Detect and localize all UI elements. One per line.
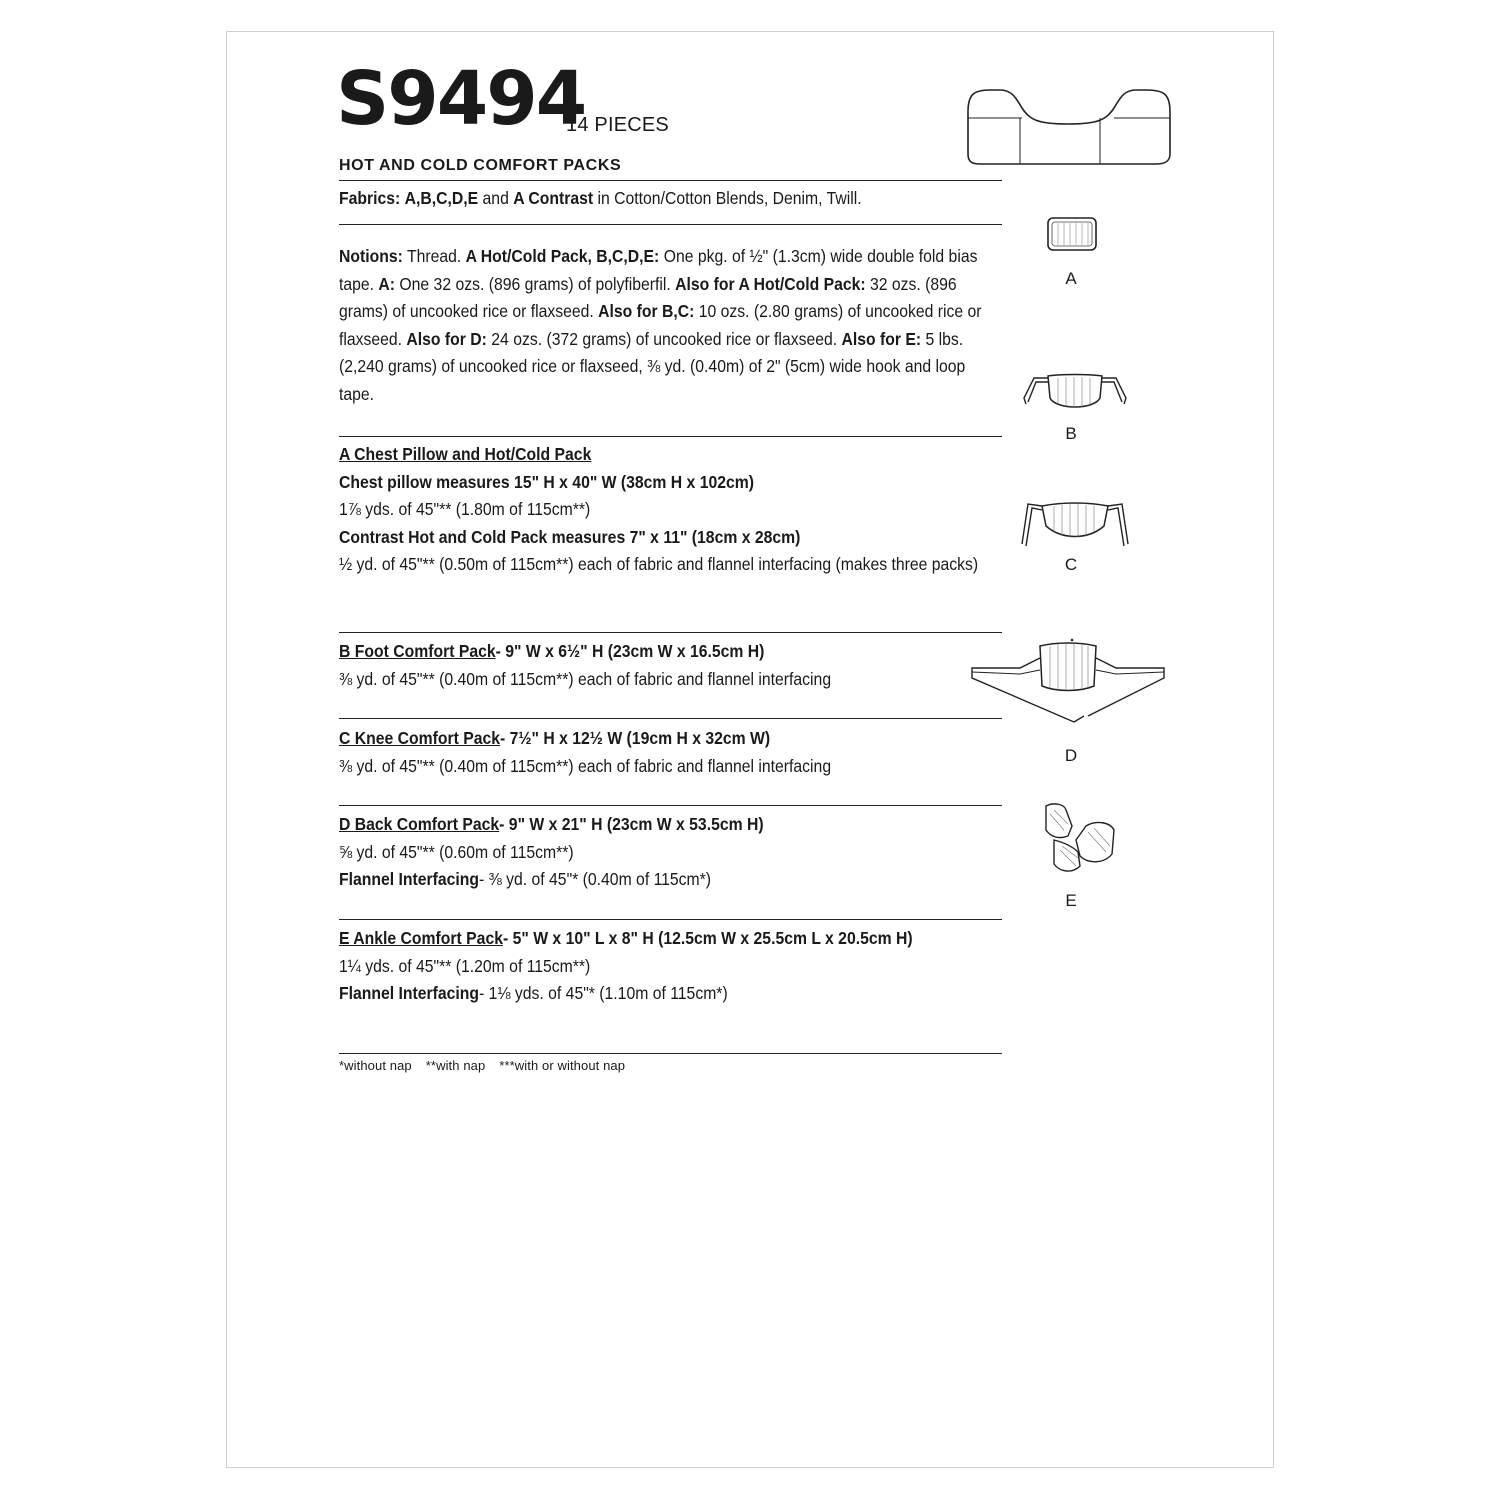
divider — [339, 180, 1002, 181]
fabrics-text: Fabrics: A,B,C,D,E and A Contrast in Cotton/Cotton Blends, Denim, Twill. — [339, 188, 862, 208]
view-b-label: B — [1065, 424, 1077, 443]
view-a-section: A Chest Pillow and Hot/Cold Pack Chest pillow measures 15" H x 40" W (38cm H x 102cm) 1⅞ yds. of 45"** (1.80m of 115cm**) Contrast Hot and Cold Pack measures 7" x 11" (18cm x 28cm) ½ yd. of 45"** (0.50m of 115cm**) each of fabric and flannel interfacing (makes three packs) — [339, 441, 1002, 579]
ankle-pack-illustration — [1032, 800, 1122, 880]
view-c-heading: C Knee Comfort Pack — [339, 728, 501, 748]
divider — [339, 718, 1002, 719]
foot-pack-illustration — [1020, 368, 1130, 418]
divider — [339, 1053, 1002, 1054]
notions-text: Notions: Thread. A Hot/Cold Pack, B,C,D,E: One pkg. of ½" (1.3cm) wide double fold bias tape. A: One 32 ozs. (896 grams) of polyfiberfil. Also for A Hot/Cold Pack: 32 ozs. (896 grams) of uncooked rice or flaxseed. Also for B,C: 10 ozs. (2.80 grams) of uncooked rice or flaxseed. Also for D: 24 ozs. (372 grams) of uncooked rice or flaxseed. Also for E: 5 lbs. (2,240 grams) of uncooked rice or flaxseed, ⅜ yd. (0.40m) of 2" (5cm) wide hook and loop tape. — [339, 246, 982, 404]
view-c-label: C — [1064, 555, 1078, 574]
view-b-section: B Foot Comfort Pack- 9" W x 6½" H (23cm W x 16.5cm H) ⅜ yd. of 45"** (0.40m of 115cm**) each of fabric and flannel interfacing — [339, 641, 832, 689]
chest-pillow-illustration — [960, 84, 1180, 174]
view-b-heading: B Foot Comfort Pack — [339, 641, 496, 661]
view-a-label: A — [1065, 269, 1077, 288]
view-d-label: D — [1064, 746, 1078, 765]
view-d-section: D Back Comfort Pack- 9" W x 21" H (23cm W x 53.5cm H) ⅝ yd. of 45"** (0.60m of 115cm**) Flannel Interfacing- ⅜ yd. of 45"* (0.40m of 115cm*) — [339, 814, 764, 889]
view-e-section: E Ankle Comfort Pack- 5" W x 10" L x 8" H (12.5cm W x 25.5cm L x 20.5cm H) 1¼ yds. of 45"** (1.20m of 115cm**) Flannel Interfacing- 1⅛ yds. of 45"* (1.10m of 115cm*) — [339, 928, 913, 1003]
piece-count: 14 PIECES — [566, 114, 669, 136]
divider — [339, 436, 1002, 437]
pattern-number: S9494 — [336, 56, 586, 142]
footnotes: *without nap **with nap ***with or without nap — [339, 1058, 626, 1073]
divider — [339, 805, 1002, 806]
view-c-section: C Knee Comfort Pack- 7½" H x 12½ W (19cm H x 32cm W) ⅜ yd. of 45"** (0.40m of 115cm**) each of fabric and flannel interfacing — [339, 728, 832, 776]
pattern-title: HOT AND COLD COMFORT PACKS — [339, 157, 622, 174]
back-pack-illustration — [968, 636, 1168, 730]
divider — [339, 919, 1002, 920]
divider — [339, 224, 1002, 225]
view-e-label: E — [1065, 891, 1077, 910]
view-a-heading: A Chest Pillow and Hot/Cold Pack — [339, 444, 592, 464]
hot-cold-pack-illustration — [1046, 215, 1102, 255]
knee-pack-illustration — [1018, 496, 1132, 550]
divider — [339, 632, 1002, 633]
view-e-heading: E Ankle Comfort Pack — [339, 928, 503, 948]
view-d-heading: D Back Comfort Pack — [339, 814, 500, 834]
